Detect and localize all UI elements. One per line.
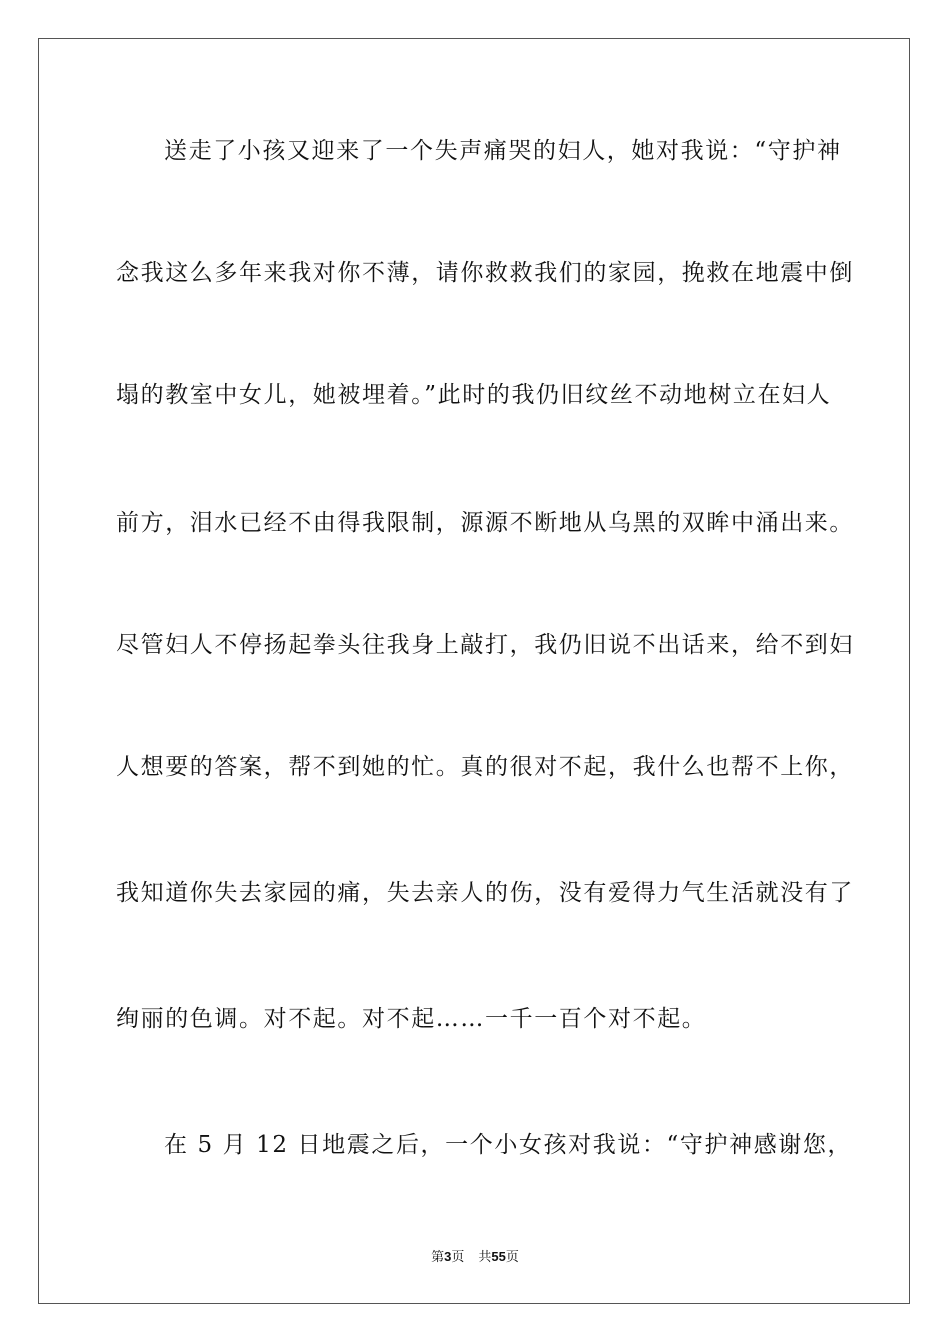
- paragraph-line-3: 塌的教室中女儿，她被埋着。”此时的我仍旧纹丝不动地树立在妇人: [116, 382, 832, 408]
- paragraph-line-5: 尽管妇人不停扬起拳头往我身上敲打，我仍旧说不出话来，给不到妇: [116, 632, 854, 658]
- page-suffix: 页: [451, 1250, 465, 1265]
- paragraph-line-4: 前方，泪水已经不由得我限制，源源不断地从乌黑的双眸中涌出来。: [116, 510, 854, 536]
- total-suffix: 页: [505, 1250, 519, 1265]
- page-footer: [0, 1249, 950, 1266]
- paragraph-line-1: 送走了小孩又迎来了一个失声痛哭的妇人，她对我说：“守护神: [164, 138, 842, 164]
- page-border: [38, 38, 910, 1304]
- total-prefix: 共: [478, 1250, 492, 1265]
- page-prefix: 第: [431, 1250, 445, 1265]
- paragraph-line-2: 念我这么多年来我对你不薄，请你救救我们的家园，挽救在地震中倒: [116, 260, 854, 286]
- total-pages: 55: [491, 1249, 506, 1264]
- paragraph-line-6: 人想要的答案，帮不到她的忙。真的很对不起，我什么也帮不上你，: [116, 754, 854, 780]
- paragraph-line-9: 在 5 月 12 日地震之后，一个小女孩对我说：“守护神感谢您，: [164, 1132, 853, 1158]
- paragraph-line-8: 绚丽的色调。对不起。对不起……一千一百个对不起。: [116, 1006, 707, 1032]
- page-number: 3: [444, 1249, 452, 1264]
- paragraph-line-7: 我知道你失去家园的痛，失去亲人的伤，没有爱得力气生活就没有了: [116, 880, 854, 906]
